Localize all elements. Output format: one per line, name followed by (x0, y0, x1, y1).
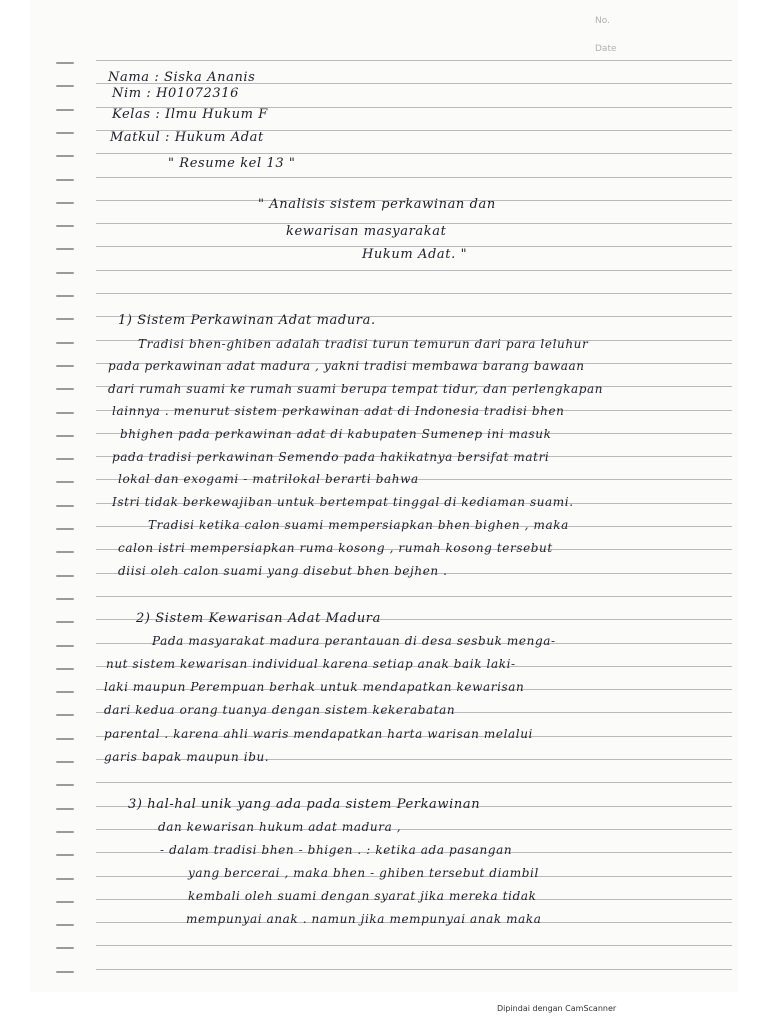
margin-tick (56, 225, 74, 227)
section-3-heading: 3) hal-hal unik yang ada pada sistem Perkawinan (128, 797, 481, 812)
margin-tick (56, 412, 74, 414)
section-2-line: parental . karena ahli waris mendapatkan harta warisan melalui (104, 727, 533, 741)
date-label: Date (595, 44, 617, 54)
section-2-line: Pada masyarakat madura perantauan di desa sesbuk menga- (152, 634, 556, 648)
margin-tick (56, 808, 74, 810)
margin-tick (56, 272, 74, 274)
margin-tick (56, 691, 74, 693)
ruled-line (96, 177, 732, 178)
identity-nama: Nama : Siska Ananis (108, 70, 256, 85)
margin-tick (56, 458, 74, 460)
identity-kelas: Kelas : Ilmu Hukum F (112, 107, 268, 122)
section-1-line: Tradisi ketika calon suami mempersiapkan bhen bighen , maka (148, 518, 569, 532)
section-1-line: lokal dan exogami - matrilokal berarti bahwa (118, 472, 419, 486)
margin-tick (56, 295, 74, 297)
section-3-line: yang bercerai , maka bhen - ghiben tersebut diambil (188, 866, 539, 880)
margin-tick (56, 318, 74, 320)
resume-label: " Resume kel 13 " (168, 156, 296, 171)
section-1-line: Istri tidak berkewajiban untuk bertempat tinggal di kediaman suami. (112, 495, 574, 509)
section-2-heading: 2) Sistem Kewarisan Adat Madura (136, 611, 381, 626)
section-3-line: mempunyai anak . namun jika mempunyai anak maka (186, 912, 542, 926)
margin-tick (56, 645, 74, 647)
section-2-line: garis bapak maupun ibu. (104, 750, 270, 764)
margin-tick (56, 901, 74, 903)
section-1-line: bhighen pada perkawinan adat di kabupaten Sumenep ini masuk (120, 427, 552, 441)
margin-tick (56, 575, 74, 577)
section-1-line: lainnya . menurut sistem perkawinan adat di Indonesia tradisi bhen (112, 404, 565, 418)
margin-tick (56, 155, 74, 157)
section-3-line: kembali oleh suami dengan syarat jika mereka tidak (188, 889, 537, 903)
scan-bottom-border (0, 992, 768, 1024)
margin-tick (56, 924, 74, 926)
margin-tick (56, 784, 74, 786)
title-line-3: Hukum Adat. " (362, 247, 468, 262)
margin-tick (56, 971, 74, 973)
ruled-line (96, 596, 732, 597)
margin-tick (56, 878, 74, 880)
title-line-1: " Analisis sistem perkawinan dan (258, 197, 496, 212)
section-1-line: diisi oleh calon suami yang disebut bhen bejhen . (118, 564, 448, 578)
section-3-line: - dalam tradisi bhen - bhigen . : ketika ada pasangan (160, 843, 513, 857)
identity-matkul: Matkul : Hukum Adat (110, 130, 264, 145)
identity-nim: Nim : H01072316 (112, 86, 240, 101)
section-3-line: dan kewarisan hukum adat madura , (158, 820, 402, 834)
margin-tick (56, 342, 74, 344)
ruled-line (96, 945, 732, 946)
margin-tick (56, 109, 74, 111)
section-2-line: dari kedua orang tuanya dengan sistem kekerabatan (104, 703, 456, 717)
scanner-watermark: Dipindai dengan CamScanner (497, 1004, 617, 1013)
scan-border (738, 0, 768, 1000)
margin-tick (56, 738, 74, 740)
ruled-line (96, 153, 732, 154)
section-1-line: calon istri mempersiapkan ruma kosong , rumah kosong tersebut (118, 541, 553, 555)
section-1-line: pada perkawinan adat madura , yakni tradisi membawa barang bawaan (108, 359, 585, 373)
section-1-line: dari rumah suami ke rumah suami berupa tempat tidur, dan perlengkapan (108, 382, 604, 396)
section-1-line: pada tradisi perkawinan Semendo pada hakikatnya bersifat matri (112, 450, 550, 464)
margin-tick (56, 621, 74, 623)
title-line-2: kewarisan masyarakat (286, 224, 447, 239)
ruled-line (96, 270, 732, 271)
section-2-line: laki maupun Perempuan berhak untuk mendapatkan kewarisan (104, 680, 525, 694)
ruled-line (96, 60, 732, 61)
margin-tick (56, 179, 74, 181)
margin-tick (56, 132, 74, 134)
margin-tick (56, 85, 74, 87)
margin-tick (56, 388, 74, 390)
section-2-line: nut sistem kewarisan individual karena setiap anak baik laki- (106, 657, 516, 671)
ruled-line (96, 293, 732, 294)
margin-tick (56, 62, 74, 64)
margin-tick (56, 598, 74, 600)
margin-tick (56, 505, 74, 507)
section-1-heading: 1) Sistem Perkawinan Adat madura. (118, 313, 376, 328)
no-label: No. (595, 16, 610, 26)
margin-tick (56, 854, 74, 856)
margin-tick (56, 528, 74, 530)
margin-tick (56, 202, 74, 204)
margin-tick (56, 435, 74, 437)
margin-tick (56, 761, 74, 763)
ruled-line (96, 969, 732, 970)
ruled-line (96, 782, 732, 783)
margin-tick (56, 365, 74, 367)
margin-tick (56, 668, 74, 670)
section-1-line: Tradisi bhen-ghiben adalah tradisi turun temurun dari para leluhur (138, 337, 589, 351)
margin-tick (56, 831, 74, 833)
margin-tick (56, 551, 74, 553)
